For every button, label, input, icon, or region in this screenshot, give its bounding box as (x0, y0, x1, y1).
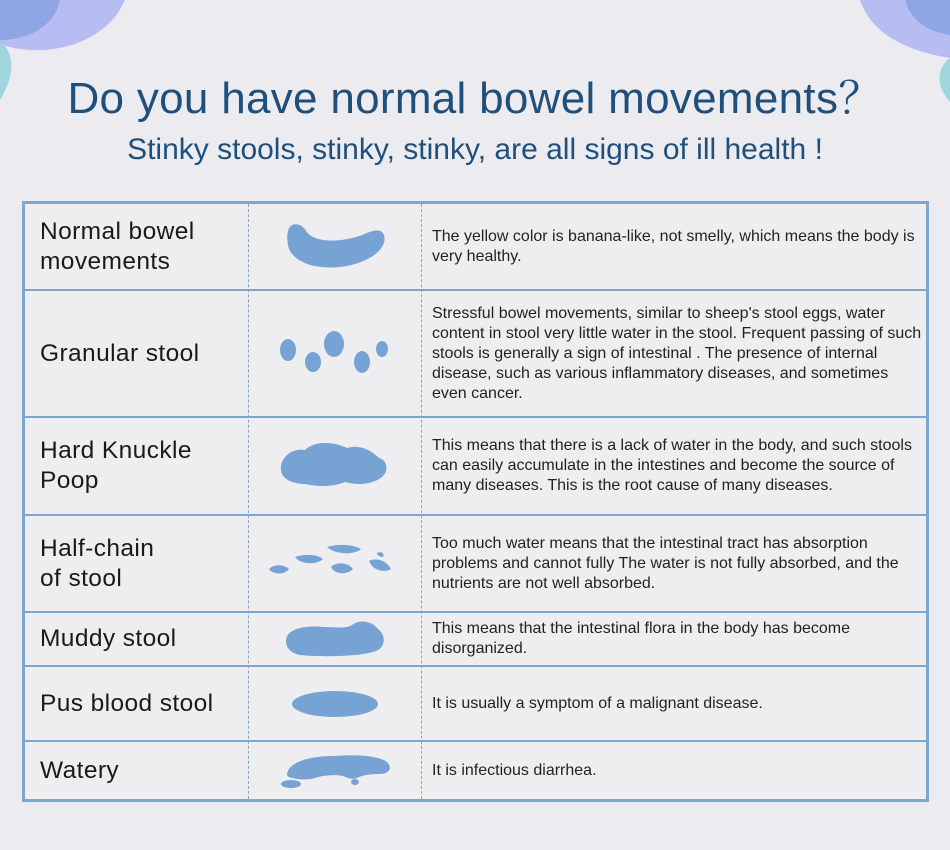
table-row (25, 740, 926, 799)
table-row (25, 416, 926, 514)
stool-type-name: Hard Knuckle Poop (40, 437, 192, 494)
fragmented-stool-icon (255, 516, 415, 611)
stool-type-description: It is infectious diarrhea. (432, 761, 597, 779)
watery-stool-icon (255, 742, 415, 799)
page-title: Do you have normal bowel movements？ (67, 74, 883, 123)
pellet-stool-icon (255, 291, 415, 416)
stool-type-description: This means that there is a lack of water in the body, and such stools can easily accumulate in the intestines and become the source of many diseases. This is the root cause of many diseases. (432, 437, 912, 494)
mushy-stool-icon (255, 613, 415, 665)
table-row (25, 665, 926, 740)
stool-type-description: Too much water means that the intestinal tract has absorption problems and cannot fully The water is not fully absorbed, and the nutrients are not well absorbed. (432, 534, 899, 592)
stool-type-name: Granular stool (40, 339, 200, 367)
lumpy-stool-icon (255, 418, 415, 514)
stool-type-description: The yellow color is banana-like, not smelly, which means the body is very healthy. (432, 227, 915, 265)
banana-shaped-stool-icon (255, 204, 415, 289)
stool-type-description: Stressful bowel movements, similar to sheep's stool eggs, water content in stool very little water in the stool. Frequent passing of such stools is generally a sign of intestinal . The presence of internal disease, such as various inflammatory diseases, and sometimes even cancer. (432, 304, 922, 402)
stool-type-name: Muddy stool (40, 625, 177, 652)
table-row (25, 289, 926, 416)
flat-oval-stool-icon (255, 667, 415, 740)
table-row (25, 204, 926, 289)
stool-type-name: Watery (40, 756, 120, 784)
stool-type-name: Pus blood stool (40, 689, 214, 717)
page-subtitle: Stinky stools, stinky, stinky, are all signs of ill health ! (127, 133, 823, 166)
stool-type-description: This means that the intestinal flora in the body has become disorganized. (432, 620, 851, 657)
stool-type-name: Normal bowel movements (40, 217, 195, 275)
stool-type-name: Half-chain of stool (40, 534, 155, 592)
stool-type-table (22, 201, 929, 802)
stool-type-description: It is usually a symptom of a malignant disease. (432, 694, 763, 712)
table-row (25, 611, 926, 665)
table-row (25, 514, 926, 611)
